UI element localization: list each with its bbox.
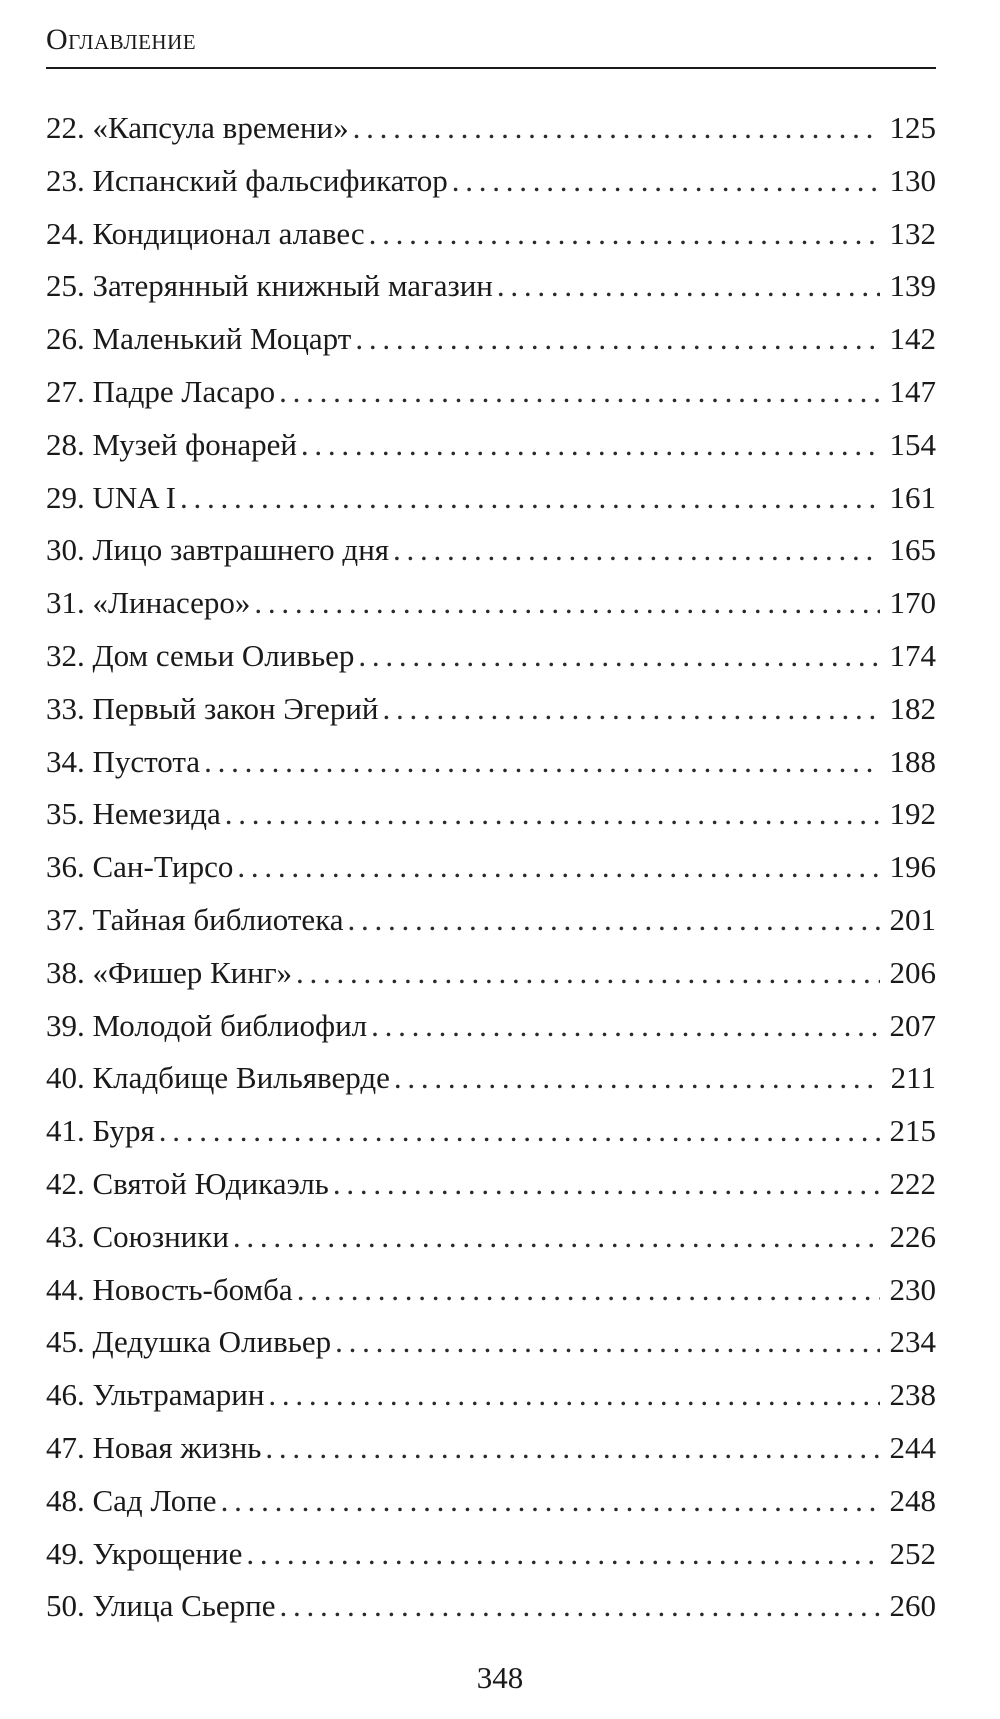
toc-entry-title: 30. Лицо завтрашнего дня xyxy=(46,532,390,568)
toc-entry-title: 27. Падре Ласаро xyxy=(46,373,276,409)
dot-leader xyxy=(254,577,880,630)
toc-entry-page: 238 xyxy=(889,1377,936,1413)
toc-entry xyxy=(46,1422,936,1475)
toc-entry-title: 23. Испанский фальсификатор xyxy=(46,162,448,198)
toc-entry-title: 34. Пустота xyxy=(46,743,201,779)
dot-leader xyxy=(497,260,880,313)
toc-entry-title: 37. Тайная библиотека xyxy=(46,901,344,937)
toc-entry-page: 161 xyxy=(889,479,936,515)
toc-entry-title: 47. Новая жизнь xyxy=(46,1429,262,1465)
dot-leader xyxy=(394,1052,880,1105)
toc-entry-page: 211 xyxy=(890,1060,936,1096)
dot-leader xyxy=(358,630,880,683)
toc-entry-title: 45. Дедушка Оливьер xyxy=(46,1324,332,1360)
toc-entry xyxy=(46,155,936,208)
dot-leader xyxy=(180,472,880,525)
toc-entry xyxy=(46,366,936,419)
toc-entry xyxy=(46,1475,936,1528)
toc-entry-title: 38. «Фишер Кинг» xyxy=(46,954,293,990)
toc-entry xyxy=(46,1211,936,1264)
toc-entry-page: 206 xyxy=(889,954,936,990)
dot-leader xyxy=(297,1264,880,1317)
dot-leader xyxy=(355,313,880,366)
dot-leader xyxy=(371,1000,880,1053)
toc-entry-page: 244 xyxy=(889,1429,936,1465)
toc-entry xyxy=(46,947,936,1000)
toc-entry xyxy=(46,683,936,736)
toc-entry-title: 50. Улица Сьерпе xyxy=(46,1588,276,1624)
dot-leader xyxy=(221,1475,880,1528)
toc-entry xyxy=(46,1105,936,1158)
toc-entry xyxy=(46,577,936,630)
toc-entry-title: 32. Дом семьи Оливьер xyxy=(46,637,355,673)
toc-entry-title: 26. Маленький Моцарт xyxy=(46,321,352,357)
toc-entry-title: 36. Сан-Тирсо xyxy=(46,849,234,885)
toc-entry-page: 196 xyxy=(889,849,936,885)
page-header xyxy=(46,20,936,74)
toc-entry-page: 201 xyxy=(889,901,936,937)
toc-entry xyxy=(46,1369,936,1422)
toc-entry-page: 182 xyxy=(889,690,936,726)
toc-entry xyxy=(46,788,936,841)
dot-leader xyxy=(246,1528,880,1581)
toc-entry-page: 215 xyxy=(889,1113,936,1149)
dot-leader xyxy=(296,947,880,1000)
dot-leader xyxy=(279,366,880,419)
toc-entry-page: 260 xyxy=(889,1588,936,1624)
dot-leader xyxy=(393,524,880,577)
toc-entry-page: 147 xyxy=(889,373,936,409)
toc-entry xyxy=(46,1528,936,1581)
toc-entry-page: 188 xyxy=(889,743,936,779)
dot-leader xyxy=(301,419,880,472)
toc-entry-title: 49. Укрощение xyxy=(46,1535,243,1571)
toc-entry-page: 207 xyxy=(889,1007,936,1043)
toc-entry-title: 33. Первый закон Эгерий xyxy=(46,690,379,726)
toc-entry xyxy=(46,1052,936,1105)
dot-leader xyxy=(204,736,880,789)
toc-entry xyxy=(46,208,936,261)
toc-entry xyxy=(46,736,936,789)
dot-leader xyxy=(353,102,880,155)
toc-entry-page: 174 xyxy=(889,637,936,673)
toc-entry xyxy=(46,313,936,366)
toc-entry xyxy=(46,419,936,472)
toc-entry xyxy=(46,524,936,577)
toc-entry-title: 29. UNA I xyxy=(46,479,177,515)
dot-leader xyxy=(348,894,880,947)
toc-entry-title: 31. «Линасеро» xyxy=(46,585,251,621)
toc-entry xyxy=(46,1000,936,1053)
header-rule xyxy=(46,67,936,69)
toc-entry-title: 43. Союзники xyxy=(46,1218,229,1254)
dot-leader xyxy=(225,788,880,841)
dot-leader xyxy=(333,1158,880,1211)
toc-entry-title: 39. Молодой библиофил xyxy=(46,1007,368,1043)
toc-entry-page: 125 xyxy=(889,110,936,145)
dot-leader xyxy=(268,1369,880,1422)
toc-entry-page: 142 xyxy=(889,321,936,357)
toc-entry xyxy=(46,630,936,683)
toc-entry-page: 222 xyxy=(889,1165,936,1201)
toc-entry xyxy=(46,472,936,525)
dot-leader xyxy=(335,1316,880,1369)
toc-entry-title: 41. Буря xyxy=(46,1113,155,1149)
toc-entry-page: 139 xyxy=(889,268,936,304)
toc-entry-page: 130 xyxy=(889,162,936,198)
dot-leader xyxy=(159,1105,880,1158)
toc-entry xyxy=(46,894,936,947)
toc-entry-page: 132 xyxy=(889,215,936,251)
toc-entry-page: 154 xyxy=(889,426,936,462)
dot-leader xyxy=(369,208,880,261)
toc-entry xyxy=(46,1158,936,1211)
table-of-contents xyxy=(46,102,936,1633)
toc-entry-page: 248 xyxy=(889,1482,936,1518)
toc-entry-title: 48. Сад Лопе xyxy=(46,1482,217,1518)
toc-entry-title: 25. Затерянный книжный магазин xyxy=(46,268,493,304)
dot-leader xyxy=(233,1211,880,1264)
toc-entry xyxy=(46,1316,936,1369)
toc-entry-page: 230 xyxy=(889,1271,936,1307)
toc-entry xyxy=(46,841,936,894)
dot-leader xyxy=(383,683,881,736)
dot-leader xyxy=(280,1580,880,1633)
toc-entry-title: 28. Музей фонарей xyxy=(46,426,297,462)
toc-entry-page: 234 xyxy=(889,1324,936,1360)
toc-entry-title: 46. Ультрамарин xyxy=(46,1377,265,1413)
toc-entry xyxy=(46,260,936,313)
toc-entry-title: 40. Кладбище Вильяверде xyxy=(46,1060,390,1096)
toc-entry-title: 42. Святой Юдикаэль xyxy=(46,1165,329,1201)
toc-entry-page: 226 xyxy=(889,1218,936,1254)
page-number: 348 xyxy=(476,1660,524,1695)
dot-leader xyxy=(237,841,880,894)
toc-entry xyxy=(46,1580,936,1633)
dot-leader xyxy=(265,1422,880,1475)
toc-entry-title: 44. Новость-бомба xyxy=(46,1271,293,1307)
toc-entry-page: 252 xyxy=(889,1535,936,1571)
toc-entry-title: 24. Кондиционал алавес xyxy=(46,215,365,251)
toc-entry xyxy=(46,102,936,155)
toc-entry-title: 35. Немезида xyxy=(46,796,221,832)
page-title: Оглавление xyxy=(46,23,197,56)
toc-entry-page: 165 xyxy=(889,532,936,568)
toc-entry-page: 192 xyxy=(889,796,936,832)
toc-entry-page: 170 xyxy=(889,585,936,621)
toc-entry-title: 22. «Капсула времени» xyxy=(46,110,349,145)
dot-leader xyxy=(452,155,880,208)
toc-entry xyxy=(46,1264,936,1317)
